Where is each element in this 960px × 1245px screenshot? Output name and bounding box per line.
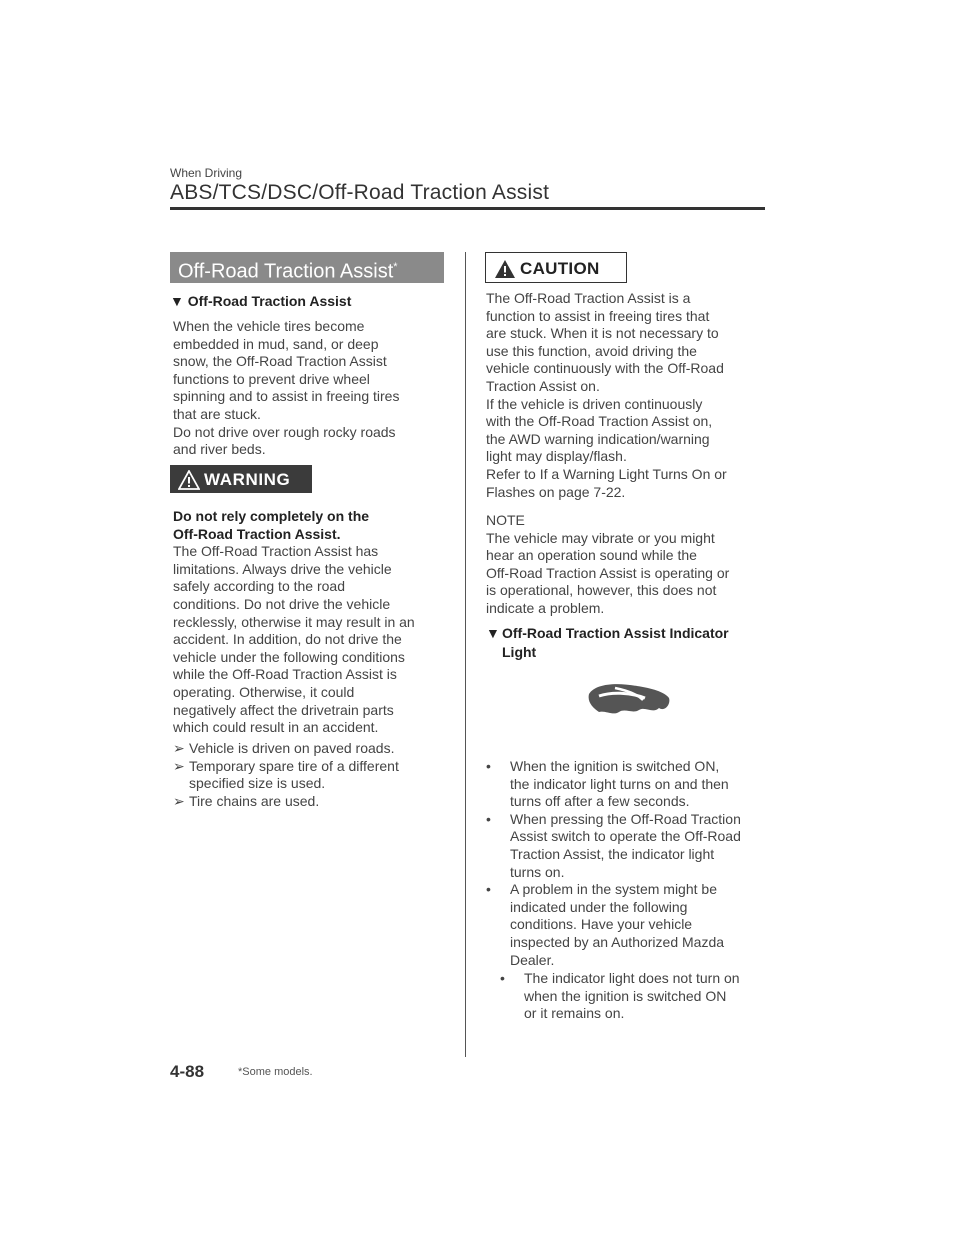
page-number: 4-88 bbox=[170, 1062, 205, 1081]
column-divider bbox=[465, 252, 466, 1057]
arrow-bullet-icon: ➢ bbox=[173, 757, 185, 774]
arrow-bullet-icon: ➢ bbox=[173, 740, 185, 756]
warning-triangle-icon bbox=[178, 470, 200, 490]
list-item: • The indicator light does not turn on when the ignition is switched ON or it remains on. bbox=[500, 970, 740, 1022]
section-banner bbox=[170, 252, 444, 283]
caution-label-box bbox=[485, 252, 627, 283]
some-models-mark: * bbox=[393, 261, 398, 273]
footnote: *Some models. bbox=[238, 1066, 313, 1078]
warning-text: Do not rely completely on the Off-Road Traction Assist. The Off-Road Traction Assist has limitations. Always drive the vehicle safely according to the road conditions. Do not drive the vehicle recklessly, otherwise it may result in an accident. In addition, do not drive the vehicle under the following conditions while the Off-Road Traction Assist is operating. Otherwise, it could negatively affect the drivetrain parts which could result in an accident. bbox=[173, 508, 415, 736]
warning-label-box bbox=[170, 465, 312, 493]
section-label: When Driving bbox=[170, 166, 243, 180]
subhead-indicator-light: ▼ Off-Road Traction Assist Indicator Light bbox=[486, 625, 729, 660]
conditions-list bbox=[173, 740, 443, 810]
indicator-sub-bullet bbox=[500, 970, 765, 1023]
intro-paragraph: When the vehicle tires become embedded in mud, sand, or deep snow, the Off-Road Traction Assist functions to prevent drive wheel spinning and to assist in freeing tires that are stuck. Do not drive over rough rocky roads and river beds. bbox=[173, 318, 400, 458]
list-item: • A problem in the system might be indicated under the following conditions. Have your vehicle inspected by an Authorized Mazda Dealer. bbox=[486, 881, 725, 968]
list-item: ➢ Tire chains are used. bbox=[173, 792, 320, 809]
indicator-bullets bbox=[486, 758, 761, 969]
header-rule bbox=[170, 207, 765, 210]
section-banner-title: Off-Road Traction Assist bbox=[178, 260, 394, 283]
list-item: ➢ Vehicle is driven on paved roads. bbox=[173, 740, 395, 756]
warning-label: WARNING bbox=[204, 469, 291, 489]
triangle-down-icon: ▼ bbox=[486, 625, 500, 641]
caution-text: The Off-Road Traction Assist is a function to assist in freeing tires that are stuck. When it is not necessary to use this function, avoid driving the vehicle continuously with the Off-Road Traction Assist on. If the vehicle is driven continuously with the Off-Road Traction Assist on, the AWD warning indication/warning light may display/flash. Refer to If a Warning Light Turns On or Flashes on page 7-22. bbox=[486, 290, 727, 500]
triangle-down-icon: ▼ bbox=[170, 293, 188, 309]
off-road-traction-assist-indicator-icon bbox=[585, 678, 675, 722]
page-title: ABS/TCS/DSC/Off-Road Traction Assist bbox=[170, 181, 550, 204]
note-label: NOTE bbox=[486, 512, 525, 528]
subhead-off-road-traction-assist: ▼ Off-Road Traction Assist bbox=[170, 293, 352, 309]
note-block: NOTE The vehicle may vibrate or you might hear an operation sound while the Off-Road Traction Assist is operating or is operational, however, this does not indicate a problem. bbox=[486, 512, 730, 616]
list-item: ➢ Temporary spare tire of a different specified size is used. bbox=[173, 757, 399, 792]
list-item: • When the ignition is switched ON, the indicator light turns on and then turns off after a few seconds. bbox=[486, 758, 729, 810]
list-item: • When pressing the Off-Road Traction Assist switch to operate the Off-Road Traction Assist, the indicator light turns on. bbox=[486, 810, 741, 880]
caution-label: CAUTION bbox=[520, 259, 600, 279]
caution-triangle-icon bbox=[494, 259, 516, 279]
arrow-bullet-icon: ➢ bbox=[173, 792, 185, 809]
